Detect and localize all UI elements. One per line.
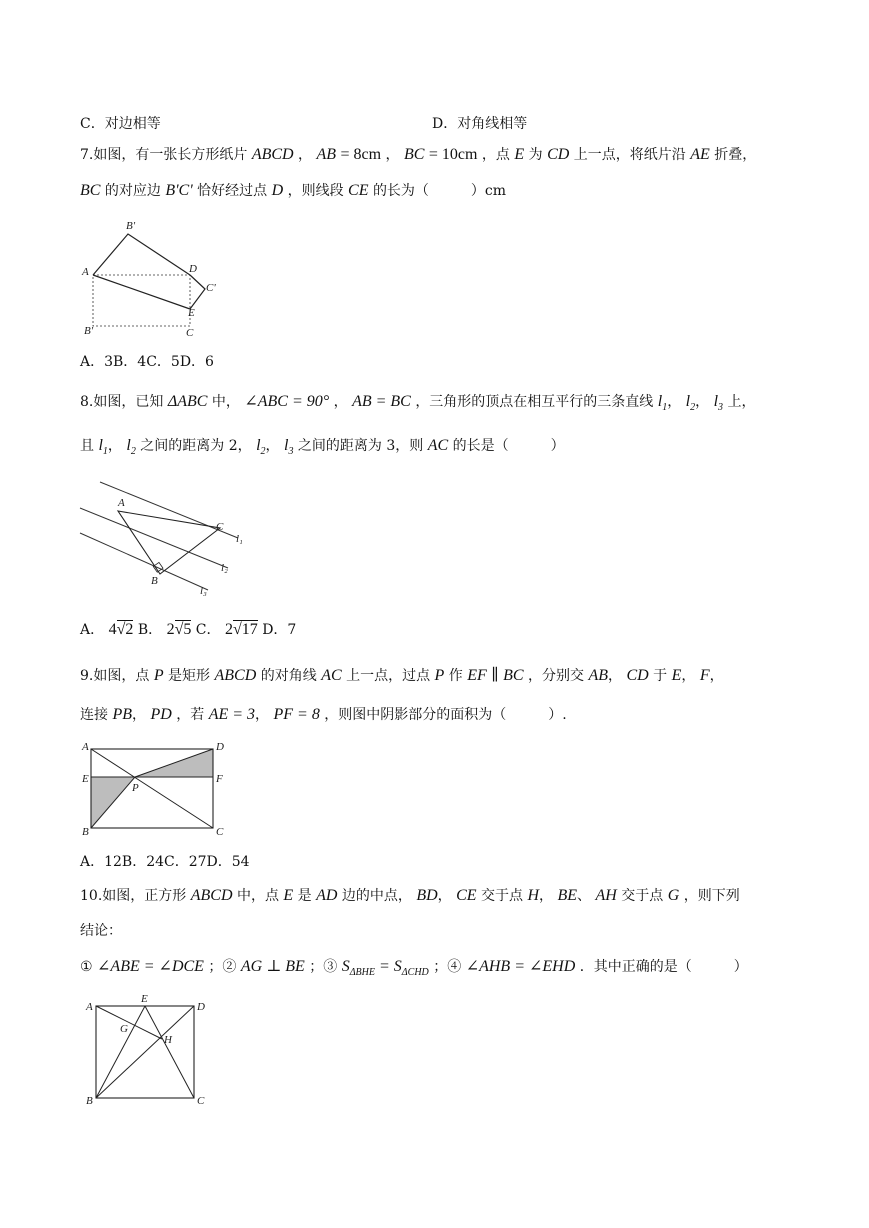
q8-math-ac: AC	[427, 437, 449, 454]
q8-label-a: A	[118, 497, 125, 509]
q8-text: 中，	[211, 394, 240, 410]
q7-math-d: D	[271, 182, 284, 199]
q10-math-h: H	[527, 887, 540, 904]
q10-text: ①	[80, 959, 93, 975]
q7-math-ab: AB	[316, 146, 337, 163]
q8-text: ，三角形的顶点在相互平行的三条直线	[415, 394, 654, 410]
q8-ans-c-coef: 2	[224, 621, 233, 638]
q7-label-cprime: C'	[206, 282, 216, 294]
q9-text: 9.如图，点	[80, 668, 150, 684]
q9-text: 于	[653, 668, 668, 684]
q9-label-d: D	[216, 741, 224, 753]
q10-conclusion-4: ∠AHB = ∠EHD	[465, 958, 576, 975]
q10-math-ah: AH	[595, 887, 617, 904]
q7-text: ，则线段	[287, 183, 344, 199]
q10-line-be	[96, 1006, 145, 1098]
q9-math-p2: P	[434, 667, 445, 684]
q8-text: 且	[80, 438, 94, 454]
q9-text: 作	[448, 668, 463, 684]
q8-ans-d: D．7	[262, 622, 297, 638]
q10-label-e: E	[141, 993, 148, 1005]
q10-label-a: A	[86, 1001, 93, 1013]
q8-math-l2b: $l_2$	[126, 437, 136, 458]
q7-text-line2	[80, 181, 506, 201]
q10-math-ce: CE	[456, 887, 477, 904]
q7-rect-dashed	[93, 275, 190, 326]
q7-math-cd: CD	[547, 146, 570, 163]
q9-math-bc: BC	[503, 667, 524, 684]
q10-conclusion-1: ∠ABE = ∠DCE	[97, 958, 204, 975]
q9-math-pf: PF = 8	[273, 706, 320, 723]
q10-text-line1: 10.如图，正方形 ABCD 中，点 E 是 AD 边的中点， BD， CE 交于点 H， BE、 AH 交于点 G ，则下列	[80, 887, 740, 904]
q9-math-ef: EF	[467, 667, 487, 684]
q10-math-abcd: ABCD	[190, 887, 233, 904]
q8-text-line1: 8.如图，已知 ΔABC 中， ∠ABC = 90° ， AB = BC ，三角形的顶点在相互平行的三条直线 $l_1$， $l_2$， $l_3$ 上，	[80, 393, 756, 414]
q8-math-eq: AB = BC	[352, 393, 411, 410]
q9-math-p: P	[153, 667, 164, 684]
q9-text: 是矩形	[168, 668, 211, 684]
q10-text: 交于点	[621, 888, 664, 904]
q8-line-l3	[80, 533, 208, 590]
q8-answers: A． 4√2 B． 2√5 C． 2√17 D．7	[80, 621, 297, 638]
q10-line-ah	[96, 1006, 162, 1039]
q7-text: ，点	[481, 147, 510, 163]
q10-label-g: G	[120, 1023, 128, 1035]
q8-label-c: C	[216, 521, 224, 533]
q8-triangle-abc	[118, 511, 220, 574]
q7-line-ae	[93, 275, 190, 309]
q8-math-angle: ∠ABC = 90°	[244, 393, 330, 410]
q10-text: 交于点	[481, 888, 524, 904]
q7-label-a: A	[82, 266, 89, 278]
q9-text-line1: 9.如图，点 P 是矩形 ABCD 的对角线 AC 上一点，过点 P 作 EF ∥ BC ，分别交 AB， CD 于 E， F，	[80, 667, 724, 684]
q7-answers: A．3B．4C．5D．6	[80, 354, 214, 370]
q7-math-ab-val: = 8cm	[340, 146, 382, 163]
q8-math-l2c: $l_2$	[256, 437, 266, 458]
q10-math-bd: BD	[416, 887, 438, 904]
q10-label-d: D	[197, 1001, 205, 1013]
q8-text: 的长是（ ）	[452, 438, 565, 454]
q8-ans-label: B．	[137, 622, 163, 638]
q7-line-dcpe	[190, 275, 205, 309]
q9-math-cd: CD	[626, 667, 649, 684]
q9-label-c: C	[216, 826, 224, 838]
q7-math-ce: CE	[348, 182, 369, 199]
q7-text: 的对应边	[104, 183, 161, 199]
q10-figure	[82, 994, 222, 1109]
q9-math-ae: AE = 3	[208, 706, 256, 723]
q8-text: 8.如图，已知	[80, 394, 164, 410]
q7-fold-outline	[93, 234, 190, 275]
q9-math-ab: AB	[588, 667, 608, 684]
q7-text: 为	[528, 147, 543, 163]
q10-conclusion-3: $S_{\Delta BHE} = S_{\Delta CHD}$	[341, 958, 429, 979]
q9-label-e: E	[82, 773, 89, 785]
q8-math-l3c: $l_3$	[283, 437, 294, 458]
q10-text: ．其中正确的是（ ）	[579, 959, 748, 975]
q10-math-g: G	[667, 887, 680, 904]
q8-ans-label: A．	[80, 622, 105, 638]
q7-label-b: B'	[84, 325, 94, 337]
q8-text: 上，	[727, 394, 756, 410]
q8-text-line2: 且 $l_1$， $l_2$ 之间的距离为 2， $l_2$， $l_3$ 之间的距离为 3，则 AC 的长是（ ）	[80, 437, 565, 458]
q9-math-pd: PD	[150, 706, 172, 723]
q9-label-b: B	[82, 826, 89, 838]
q9-figure	[80, 740, 230, 840]
q9-label-p: P	[132, 782, 139, 794]
q10-text: 10.如图，正方形	[80, 888, 187, 904]
q10-text: ；③	[309, 959, 338, 975]
q9-label-f: F	[216, 773, 223, 785]
q9-math-abcd: ABCD	[214, 667, 257, 684]
q10-text: ；④	[433, 959, 462, 975]
q8-label-l3: l₃	[200, 585, 207, 597]
q7-figure	[80, 218, 225, 340]
q9-text-line2: 连接 PB， PD ，若 AE = 3， PF = 8 ，则图中阴影部分的面积为（ ）.	[80, 706, 567, 723]
q8-text: 之间的距离为 3，则	[297, 438, 424, 454]
q10-text: ，则下列	[683, 888, 740, 904]
q9-text: 连接	[80, 707, 108, 723]
q7-text-line1: 7.如图，有一张长方形纸片 ABCD ， AB = 8cm ， BC = 10cm ，点 E 为 CD 上一点，将纸片沿 AE 折叠，	[80, 146, 757, 163]
q8-ans-a-coef: 4	[108, 621, 117, 638]
q10-text: 边的中点，	[341, 888, 412, 904]
q6-option-d: D．对角线相等	[432, 116, 528, 132]
q10-text-line2: 结论：	[80, 923, 122, 939]
q7-label-e: E	[188, 307, 195, 319]
q10-diag-bd	[96, 1006, 194, 1098]
q10-line-ce	[145, 1006, 194, 1098]
q8-math-l1: $l_1$	[657, 393, 668, 414]
q9-label-a: A	[82, 741, 89, 753]
q9-text: 的对角线	[260, 668, 317, 684]
q10-text: 中，点	[236, 888, 279, 904]
q10-text-line3	[80, 957, 748, 983]
q10-conclusion-2: AG ⊥ BE	[240, 958, 305, 975]
q10-text: 是	[297, 888, 312, 904]
q8-ans-label: C．	[195, 622, 221, 638]
q7-math-abcd: ABCD	[251, 146, 294, 163]
q7-text: 的长为（ ）cm	[372, 183, 507, 199]
q10-label-h: H	[164, 1034, 172, 1046]
q8-text: 之间的距离为 2，	[140, 438, 252, 454]
q10-math-e: E	[283, 887, 294, 904]
q7-text: 上一点，将纸片沿	[573, 147, 686, 163]
q9-text: 上一点，过点	[346, 668, 431, 684]
q8-label-l2: l₂	[221, 562, 228, 574]
q8-ans-b-coef: 2	[166, 621, 175, 638]
q7-text: 恰好经过点	[197, 183, 268, 199]
q9-math-pb: PB	[112, 706, 132, 723]
q7-math-bc: BC	[403, 146, 425, 163]
q9-math-ac: AC	[321, 667, 342, 684]
q10-text: ；②	[208, 959, 237, 975]
q7-label-d: D	[189, 263, 197, 275]
q7-math-bc2: BC	[80, 182, 101, 199]
q7-math-e: E	[514, 146, 525, 163]
q9-math-par: ∥	[491, 667, 499, 684]
q9-math-e: E	[671, 667, 682, 684]
q9-text: ，分别交	[527, 668, 584, 684]
q9-text: ，若	[176, 707, 205, 723]
q7-math-ae: AE	[690, 146, 710, 163]
q8-figure	[78, 478, 258, 598]
q8-label-l1: l₁	[236, 533, 243, 545]
q10-label-c: C	[197, 1095, 205, 1107]
q10-label-b: B	[86, 1095, 93, 1107]
q10-math-ad: AD	[316, 887, 338, 904]
q8-math-l1b: $l_1$	[98, 437, 108, 458]
q9-math-f: F	[699, 667, 710, 684]
q7-label-bprime-top: B'	[126, 220, 136, 232]
q8-math-tri: ΔABC	[167, 393, 208, 410]
q7-text: 7.如图，有一张长方形纸片	[80, 147, 248, 163]
q8-math-l3: $l_3$	[713, 393, 724, 414]
q7-text: 折叠，	[714, 147, 757, 163]
q9-answers: A．12B．24C．27D．54	[80, 854, 250, 870]
q7-label-c: C	[186, 327, 194, 339]
q7-math-bc-val: = 10cm	[428, 146, 478, 163]
q8-label-b: B	[151, 575, 158, 587]
q6-option-c: C．对边相等	[80, 116, 161, 132]
q10-math-be: BE	[557, 887, 578, 904]
q8-math-l2: $l_2$	[685, 393, 696, 414]
q7-math-bpcp: B'C'	[165, 182, 193, 199]
q8-text: ，	[333, 394, 348, 410]
q9-text: ，则图中阴影部分的面积为（ ）.	[324, 707, 567, 723]
